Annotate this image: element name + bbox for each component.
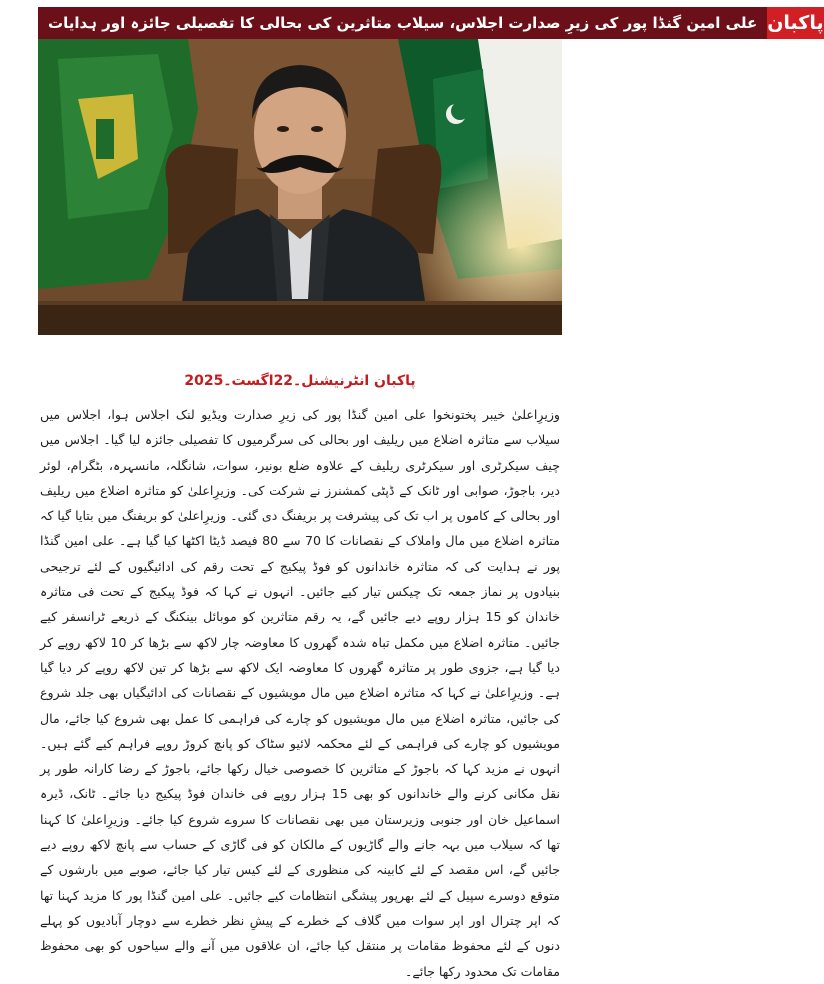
headline: علی امین گنڈا پور کی زیرِ صدارت اجلاس، سیلاب متاثرین کی بحالی کا تفصیلی جائزہ اور ہدایات <box>38 7 767 39</box>
article-body <box>40 402 561 979</box>
dateline: پاکبان انٹرنیشنل۔22اگست۔2025 <box>184 373 416 389</box>
news-photo <box>38 39 562 335</box>
brand-logo: پاکبان <box>767 7 823 39</box>
news-header <box>38 7 824 39</box>
article-paragraph: وزیرِاعلیٰ خیبر پختونخوا علی امین گنڈا پور کی زیرِ صدارت ویڈیو لنک اجلاس ہوا، اجلاس میں سیلاب سے متاثرہ اضلاع میں ریلیف اور بحالی کی سرگرمیوں کا تفصیلی جائزہ لیا گیا۔ اجلاس میں چیف سیکرٹری اور سیکرٹری ریلیف کے علاوہ ضلع بونیر، سوات، شانگلہ، مانسہرہ، بٹگرام، لوئر دیر، باجوڑ، صوابی اور ٹانک کے ڈپٹی کمشنرز نے شرکت کی۔ وزیرِاعلیٰ کو متاثرہ اضلاع میں ریلیف اور بحالی کے کاموں پر اب تک کی پیشرفت پر بریفنگ دی گئی۔ وزیرِاعلیٰ کو بریفنگ میں بتایا گیا کہ متاثرہ اضلاع میں مال واملاک کے نقصانات کا 70 سے 80 فیصد ڈیٹا اکٹھا کیا گیا ہے۔ علی امین گنڈا پور نے ہدایت کی کہ متاثرہ خاندانوں کو فوڈ پیکیج کے تحت رقم کی ادائیگیوں کے لئے ترجیحی بنیادوں پر نماز جمعہ تک چیکس تیار کیے جائیں۔ انہوں نے کہا کہ فوڈ پیکیج کے تحت فی متاثرہ خاندان کو 15 ہزار روپے دیے جائیں گے، یہ رقم متاثرین کو موبائل بینکنگ کے ذریعے ٹرانسفر کیے جائیں۔ متاثرہ اضلاع میں مکمل تباہ شدہ گھروں کا معاوضہ چار لاکھ سے بڑھا کر 10 لاکھ روپے کر دیا گیا ہے، جزوی طور پر متاثرہ گھروں کا معاوضہ ایک لاکھ سے بڑھا کر تین لاکھ روپے کر دیا گیا ہے۔ وزیرِاعلیٰ نے کہا کہ متاثرہ اضلاع میں مال مویشیوں کے نقصانات کی ادائیگیاں بھی جلد شروع کی جائیں، متاثرہ اضلاع میں مال مویشیوں کو چارے کی فراہمی کا عمل بھی شروع کیا جائے، مال مویشیوں کو چارے کی فراہمی کے لئے محکمہ لائیو سٹاک کو پانچ کروڑ روپے فراہم کیے گئے ہیں۔ انہوں نے مزید کہا کہ باجوڑ کے متاثرین کا خصوصی خیال رکھا جائے، باجوڑ کے رضا کارانہ طور پر نقل مکانی کرنے والے خاندانوں کو بھی 15 ہزار روپے فی خاندان فوڈ پیکیج دیا جائے۔ ٹانک، ڈیرہ اسماعیل خان اور جنوبی وزیرستان میں بھی نقصانات کا سروے شروع کیا جائے۔ وزیرِاعلیٰ کا کہنا تھا کہ سیلاب میں بہہ جانے والے گاڑیوں کے مالکان کو فی گاڑی کے حساب سے پانچ لاکھ روپے دیے جائیں گے، اس مقصد کے لئے کابینہ کی منظوری کے لئے کیس تیار کیا جائے، صوبے میں بارشوں کے متوقع دوسرے سپیل کے لئے بھرپور پیشگی انتظامات کیے جائیں۔ علی امین گنڈا پور کا مزید کہنا تھا کہ اپر چترال اور اپر سوات میں گلاف کے خطرے کے پیشِ نظر خطرے سے دوچار آبادیوں کو پہلے دنوں کے لئے محفوظ مقامات پر منتقل کیا جائے، ان علاقوں میں آنے والے سیاحوں کو بھی محفوظ مقامات تک محدود رکھا جائے۔ <box>40 407 561 979</box>
